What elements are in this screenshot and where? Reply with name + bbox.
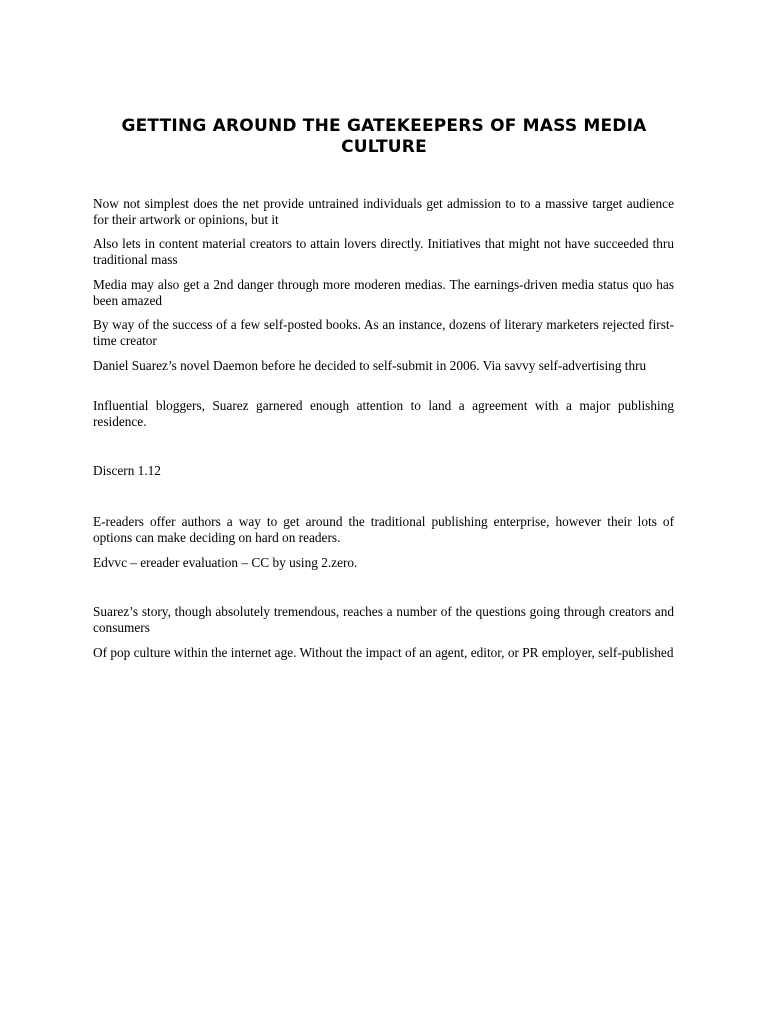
document-title: GETTING AROUND THE GATEKEEPERS OF MASS MEDIA CULTURE bbox=[121, 116, 647, 157]
paragraph: Daniel Suarez’s novel Daemon before he decided to self-submit in 2006. Via savvy self-advertising thru bbox=[93, 358, 647, 373]
paragraph: E-readers offer authors a way to get around the traditional publishing enterprise, however their lots of options can make deciding on hard on readers. bbox=[93, 514, 674, 545]
image-credit: Edvvc – ereader evaluation – CC by using 2.zero. bbox=[93, 555, 358, 570]
paragraph: Suarez’s story, though absolutely tremendous, reaches a number of the questions going through creators and consumers bbox=[93, 604, 674, 635]
paragraph: By way of the success of a few self-posted books. As an instance, dozens of literary marketers rejected first-time creator bbox=[93, 317, 674, 348]
paragraph: Also lets in content material creators to attain lovers directly. Initiatives that might not have succeeded thru traditional mass bbox=[93, 236, 674, 267]
paragraph: Influential bloggers, Suarez garnered enough attention to land a agreement with a major publishing residence. bbox=[93, 398, 674, 429]
figure-caption: Discern 1.12 bbox=[93, 463, 161, 478]
paragraph: Of pop culture within the internet age. Without the impact of an agent, editor, or PR employer, self-published bbox=[93, 645, 674, 660]
paragraph: Media may also get a 2nd danger through more moderen medias. The earnings-driven media status quo has been amazed bbox=[93, 277, 674, 308]
paragraph: Now not simplest does the net provide untrained individuals get admission to to a massive target audience for their artwork or opinions, but it bbox=[93, 196, 674, 227]
